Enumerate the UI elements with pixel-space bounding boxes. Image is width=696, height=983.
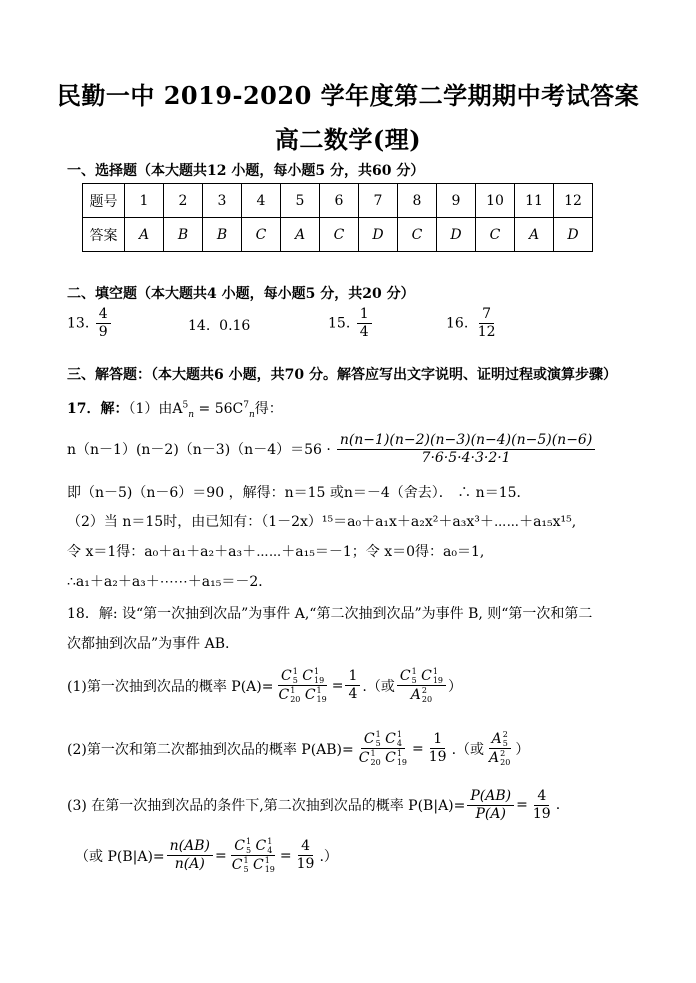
q17-p1-suffix: 得： — [254, 401, 283, 417]
q18-p2-result: $\frac{1}{19}$ — [428, 731, 447, 765]
question-number-cell: 11 — [515, 184, 554, 218]
question-number-cell: 9 — [437, 184, 476, 218]
q18-p1-comb-den: C 1 20 C 1 19 — [278, 686, 327, 704]
q17-p1-prefix: （1）由 — [128, 401, 173, 417]
answer-cell: C — [476, 218, 515, 252]
q18-p3-fraction: $\frac{P(AB)}{P(A)}$ — [467, 788, 514, 823]
q18-p4-fraction: $\frac{n(AB)}{n(A)}$ — [167, 838, 213, 873]
q13-num: 4 — [96, 306, 111, 324]
q16-fraction — [475, 306, 499, 341]
question-number-cell: 7 — [359, 184, 398, 218]
q18-p2-alt-fraction: A 2 5 A 2 20 — [489, 730, 511, 767]
q17-A-sub: n — [188, 409, 195, 420]
answer-cell: C — [320, 218, 359, 252]
q18-p1-alt-fraction: C 1 5 C 1 19 A 2 20 — [397, 667, 446, 704]
q17-line2 — [67, 432, 597, 467]
answer-cell: A — [515, 218, 554, 252]
q18-p1-text: (1)第一次抽到次品的概率 P(A)= — [67, 678, 274, 695]
question-number-cell: 6 — [320, 184, 359, 218]
q15-label: 15. — [328, 315, 351, 332]
q18-p2-alt-suffix: ） — [515, 741, 530, 758]
section-heading-solve: 三、解答题：（本大题共6 小题，共70 分。解答应写出文字说明、证明过程或演算步骤） — [67, 367, 617, 383]
q18-p1-comb-num: C 1 5 C 1 19 — [278, 667, 327, 686]
answer-cell: D — [437, 218, 476, 252]
answer-cell: D — [554, 218, 593, 252]
answer-14 — [188, 318, 250, 334]
question-number-cell: 8 — [398, 184, 437, 218]
q17-frac-num: n(n−1)(n−2)(n−3)(n−4)(n−5)(n−6) — [337, 432, 596, 450]
q17-line2-left: n（n－1）(n－2)（n－3)（n－4）＝56 · — [67, 442, 331, 459]
q17-A: A — [172, 401, 183, 417]
question-number-cell: 10 — [476, 184, 515, 218]
q18-p2-text: (2)第一次和第二次都抽到次品的概率 P(AB)= — [67, 741, 354, 758]
answer-cell: A — [125, 218, 164, 252]
q13-fraction — [96, 306, 111, 341]
question-number-cell: 5 — [281, 184, 320, 218]
answer-15 — [328, 306, 374, 341]
q17-line5: 令 x＝1得：a₀＋a₁＋a₂＋a₃＋⋯⋯＋a₁₅＝－1；令 x＝0得：a₀＝1, — [67, 544, 485, 560]
q15-den: 4 — [359, 323, 369, 340]
q17-line3: 即（n－5)（n－6）＝90 ，解得：n＝15 或n＝－4（舍去）． ∴ n＝15． — [67, 485, 531, 501]
q18-p2-comb-fraction: C 1 5 C 1 4 C 1 20 C 1 19 — [358, 730, 408, 767]
q18-line1: 18．解: 设“第一次抽到次品”为事件 A,“第二次抽到次品”为事件 B, 则“第一次和第二 — [67, 606, 593, 622]
q17-label: 17．解： — [67, 401, 129, 417]
q17-C-sub: n — [248, 409, 255, 420]
q18-part2: (2)第一次和第二次都抽到次品的概率 P(AB)= C 1 5 C 1 4 C 1 20 C 1 19 = $\frac{1}{19}$ .（或 A 2 5 A 2 20 ） — [67, 730, 530, 767]
section-heading-fill: 二、填空题（本大题共4 小题，每小题5 分，共20 分） — [67, 286, 415, 302]
q18-part4: （或 P(B|A)= $\frac{n(AB)}{n(A)}$ = C 1 5 C 1 4 C 1 5 C 1 19 = $\frac{4}{19}$ .） — [75, 837, 338, 874]
q18-p1-alt-prefix: .（或 — [362, 678, 395, 695]
question-number-cell: 3 — [203, 184, 242, 218]
q17-line1 — [67, 398, 283, 418]
answer-13 — [67, 306, 113, 341]
q17-frac-den: 7·6·5·4·3·2·1 — [421, 449, 511, 466]
q14-value: 0.16 — [219, 318, 251, 334]
question-number-cell: 4 — [242, 184, 281, 218]
q18-p1-result: $\frac{1}{4}$ — [345, 668, 360, 703]
q17-line6: ∴a₁＋a₂＋a₃＋⋯⋯＋a₁₅＝－2． — [67, 574, 273, 590]
q17-C-sup: 7 — [243, 400, 249, 411]
answer-cell: A — [281, 218, 320, 252]
q16-den: 12 — [477, 323, 496, 340]
table-row — [83, 218, 593, 252]
q17-eq: = 56 — [194, 401, 233, 417]
q18-p3-text: (3) 在第一次抽到次品的条件下,第二次抽到次品的概率 P(B|A)= — [67, 798, 466, 815]
q13-label: 13. — [67, 315, 90, 332]
q17-C: C — [232, 401, 244, 417]
row-label-answer: 答案 — [83, 218, 125, 252]
answer-16 — [446, 306, 501, 341]
q16-num: 7 — [479, 306, 494, 324]
q13-den: 9 — [98, 323, 108, 340]
question-number-cell: 2 — [164, 184, 203, 218]
row-label-number: 题号 — [83, 184, 125, 218]
q17-A-sup: 5 — [182, 400, 189, 411]
table-row — [83, 184, 593, 218]
q15-fraction — [357, 306, 372, 341]
answer-table — [82, 183, 593, 252]
q18-p4-prefix: （或 P(B|A)= — [75, 848, 165, 865]
answer-cell: C — [242, 218, 281, 252]
answer-cell: C — [398, 218, 437, 252]
q18-part3: (3) 在第一次抽到次品的条件下,第二次抽到次品的概率 P(B|A)= $\frac{P(AB)}{P(A)}$ = $\frac{4}{19}$ . — [67, 788, 561, 822]
q16-label: 16. — [446, 315, 469, 332]
question-number-cell: 1 — [125, 184, 164, 218]
answer-cell: B — [164, 218, 203, 252]
document-subtitle: 高二数学(理) — [274, 125, 422, 154]
q18-line2: 次都抽到次品”为事件 AB. — [67, 636, 230, 652]
question-number-cell: 12 — [554, 184, 593, 218]
q18-p1-comb-fraction — [275, 667, 329, 704]
q18-p4-result: $\frac{4}{19}$ — [296, 838, 315, 872]
q15-num: 1 — [357, 306, 372, 324]
q18-p2-alt-prefix: .（或 — [451, 741, 485, 758]
q18-part1: (1)第一次抽到次品的概率 P(A)= C 1 5 C 1 19 C 1 20 C 1 19 = $\frac{1}{4}$ .（或 C 1 5 C 1 19 A 2 20 ） — [67, 667, 463, 704]
document-title: 民勤一中 2019-2020 学年度第二学期期中考试答案 — [56, 81, 640, 110]
section-heading-choice: 一、选择题（本大题共12 小题，每小题5 分，共60 分） — [67, 163, 425, 179]
answer-cell: D — [359, 218, 398, 252]
q17-line4: （2）当 n＝15时，由已知有：（1－2x）¹⁵＝a₀＋a₁x＋a₂x²＋a₃x³＋⋯⋯＋a₁₅x¹⁵, — [67, 514, 577, 530]
q18-p1-alt-suffix: ） — [448, 678, 463, 695]
answer-cell: B — [203, 218, 242, 252]
q18-p4-suffix: .） — [319, 848, 338, 865]
q18-p4-comb-fraction: C 1 5 C 1 4 C 1 5 C 1 19 — [231, 837, 275, 874]
q14-label: 14. — [188, 318, 211, 334]
q17-fraction — [337, 432, 596, 467]
q18-p3-result: $\frac{4}{19}$ — [532, 788, 551, 822]
